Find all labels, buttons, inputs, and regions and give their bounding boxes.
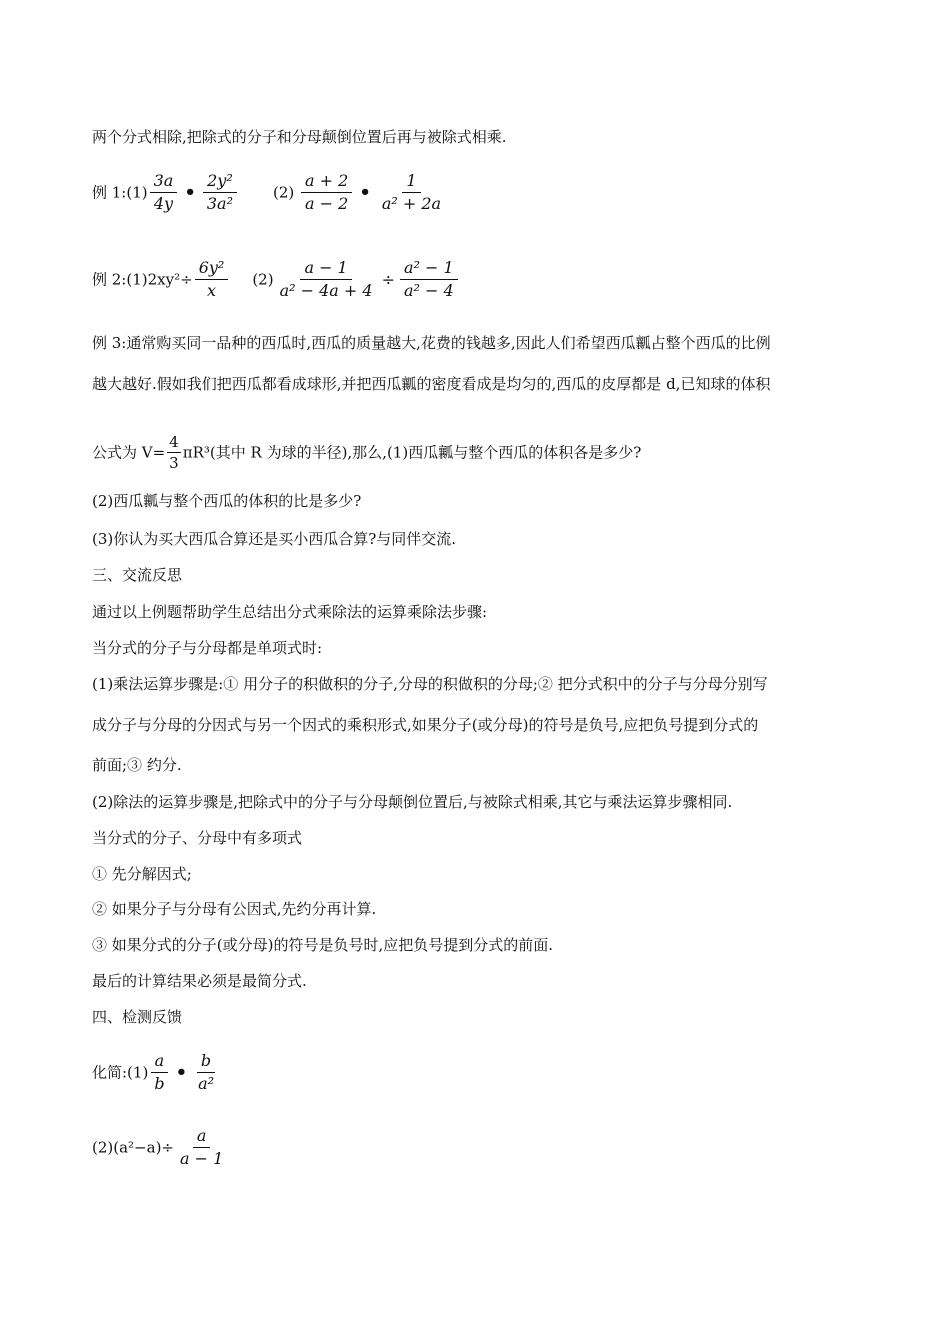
example-1 bbox=[92, 170, 447, 215]
fraction: $\frac{\text{2y²}}{\text{3a²}}$ bbox=[203, 170, 237, 215]
paragraph: (1)乘法运算步骤是:① 用分子的积做积的分子,分母的积做积的分母;② 把分式积中的分子与分母分别写 bbox=[92, 675, 768, 693]
multiply-operator: • bbox=[175, 1061, 188, 1083]
paragraph: (2)除法的运算步骤是,把除式中的分子与分母颠倒位置后,与被除式相乘,其它与乘法运算步骤相同. bbox=[92, 793, 733, 811]
example-3-line-1: 例 3:通常购买同一品种的西瓜时,西瓜的质量越大,花费的钱越多,因此人们希望西瓜瓤占整个西瓜的比例 bbox=[92, 334, 771, 352]
paragraph: 最后的计算结果必须是最简分式. bbox=[92, 972, 307, 990]
exercise-1 bbox=[92, 1050, 220, 1095]
example-3-question-2: (2)西瓜瓤与整个西瓜的体积的比是多少? bbox=[92, 492, 362, 510]
example-1-part2-label: (2) bbox=[273, 183, 295, 202]
fraction: $\frac{b}{\text{a²}}$ bbox=[198, 1051, 215, 1093]
exercise-2 bbox=[92, 1125, 229, 1170]
section-4-heading: 四、检测反馈 bbox=[92, 1008, 183, 1026]
paragraph: 成分子与分母的分因式与另一个因式的乘积形式,如果分子(或分母)的符号是负号,应把负号提到分式的 bbox=[92, 716, 759, 734]
fraction: $\frac{a + 2}{a - 2}$ bbox=[301, 170, 352, 215]
list-item: ③ 如果分式的分子(或分母)的符号是负号时,应把负号提到分式的前面. bbox=[92, 936, 554, 954]
fraction: $\frac{a}{a - 1}$ bbox=[180, 1126, 224, 1168]
divide-operator: ÷ bbox=[381, 269, 395, 289]
intro-text: 两个分式相除,把除式的分子和分母颠倒位置后再与被除式相乘. bbox=[92, 128, 507, 146]
list-item: ① 先分解因式; bbox=[92, 865, 192, 883]
exercise-1-label: 化简:(1) bbox=[92, 1063, 149, 1082]
example-2-label: 例 2:(1) bbox=[92, 270, 148, 289]
paragraph: 当分式的分子与分母都是单项式时: bbox=[92, 639, 323, 657]
section-3-heading: 三、交流反思 bbox=[92, 566, 183, 584]
paragraph: 通过以上例题帮助学生总结出分式乘除法的运算乘除法步骤: bbox=[92, 603, 488, 621]
example-3-question-3: (3)你认为买大西瓜合算还是买小西瓜合算?与同伴交流. bbox=[92, 530, 457, 548]
fraction: $\frac{a - 1}{\text{a² − 4a + 4}}$ bbox=[279, 258, 373, 300]
example-1-label: 例 1:(1) bbox=[92, 183, 148, 202]
fraction: $\frac{a}{b}$ bbox=[150, 1050, 168, 1095]
example-2 bbox=[92, 257, 460, 302]
example-3-formula: 公式为 V= $\frac{4}{3}$ πR³(其中 R 为球的半径),那么,(1)西瓜瓤与整个西瓜的体积各是多少? bbox=[92, 433, 642, 472]
fraction: $\frac{\text{6y²}}{x}$ bbox=[195, 257, 229, 302]
multiply-operator: • bbox=[184, 181, 196, 203]
paragraph: 当分式的分子、分母中有多项式 bbox=[92, 829, 303, 847]
fraction: $\frac{3a}{4y}$ bbox=[150, 170, 178, 215]
exercise-2-label: (2)(a²−a)÷ bbox=[92, 1138, 174, 1157]
fraction: $\frac{\text{a² − 1}}{\text{a² − 4}}$ bbox=[400, 257, 458, 302]
expression: 2xy²÷ bbox=[147, 270, 193, 289]
multiply-operator: • bbox=[359, 181, 371, 203]
example-3-line-2: 越大越好.假如我们把西瓜都看成球形,并把西瓜瓤的密度看成是均匀的,西瓜的皮厚都是 d,已知球的体积 bbox=[92, 375, 771, 393]
paragraph: 前面;③ 约分. bbox=[92, 756, 182, 774]
list-item: ② 如果分子与分母有公因式,先约分再计算. bbox=[92, 900, 377, 918]
example-2-part2-label: (2) bbox=[252, 270, 274, 289]
fraction: $\frac{4}{3}$ bbox=[169, 433, 179, 472]
fraction: $\frac{1}{\text{a² + 2a}}$ bbox=[381, 171, 442, 213]
